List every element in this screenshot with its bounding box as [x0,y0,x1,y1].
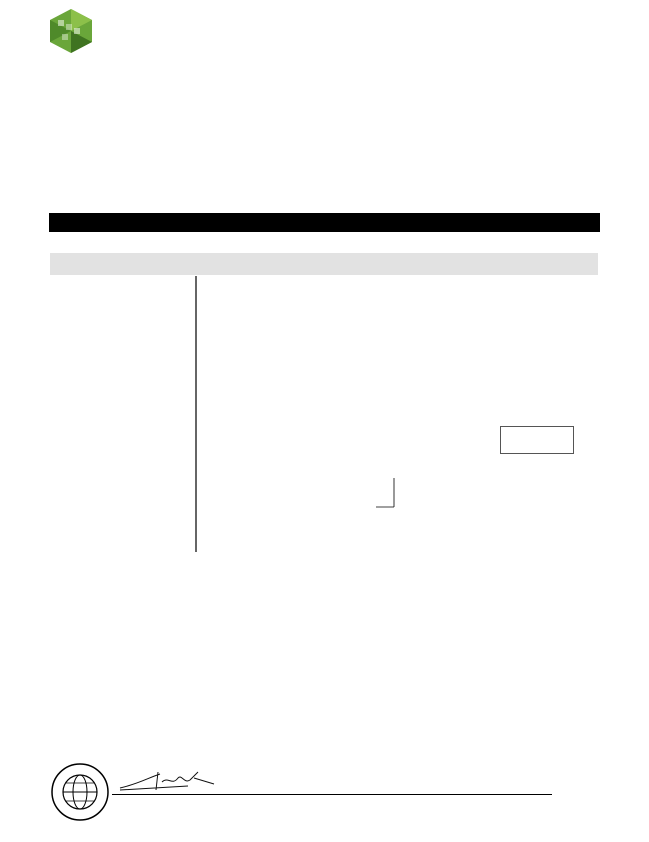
chemist-signature [118,768,228,794]
table-divider [195,276,197,552]
cannabinoids-pie-chart [330,310,600,520]
method-field [299,236,304,246]
quality-management-seal-icon [50,762,110,822]
chart-legend [500,426,574,454]
table-header-row [50,253,598,275]
signature-line [112,794,552,795]
extracted-field [64,236,73,246]
leaf-logo-icon [48,8,94,54]
legend-swatch [506,432,512,438]
potency-banner [49,213,600,232]
